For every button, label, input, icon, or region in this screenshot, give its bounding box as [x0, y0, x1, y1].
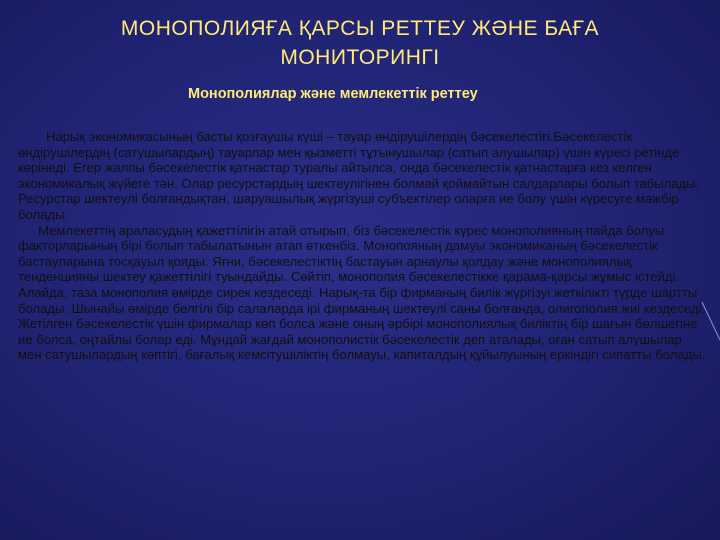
decorative-line: [700, 300, 720, 360]
slide-title: [40, 14, 680, 72]
slide-title-line1: МОНОПОЛИЯҒА ҚАРСЫ РЕТТЕУ ЖӘНЕ БАҒА: [120, 17, 600, 40]
paragraph-2-text: Мемлекеттің араласудың қажеттілігін атай отырып, біз бәсекелестік күрес монополияның пайда болуы факторларының бірі болып табылатынын атап өткенбіз. Монопояның дамуы экономиканың бәсекелестік бастауларына тосқауыл қояды. Яғни, бәсекелестіктің бастауын арнаулы қолдау және монополиялық тенденцияны шектеу қажеттілігі туындайды. Сөйтіп, монополия бәсекелестікке қарама-қарсы жұмыс істейді. Алайда, таза монополия өмірде сирек кездеседі. Нарық-та бір фирманың билік жүргізуі жеткілікті түрде шартты болады. Шынайы өмірде белгілі бір салаларда ірі фирманың шектеулі саны болғанда, олигополия жиі кездеседі. Жетілген бәсекелестік үшін фирмалар көп болса және оның әрбірі монополиялық биліктің бір шағын бөлшегіне ие болса, оңтайлы болар еді. Мұндай жағдай монополистік бәсекелестік деп аталады, оған сатып алушылар мен сатушылардың көптігі, бағалық кемсітушіліктің болмауы, капиталдың құйылуының еркіндігі сипатты болады.: [18, 222, 706, 363]
paragraph-2: [18, 223, 706, 363]
slide-subtitle: Монополиялар және мемлекеттік реттеу: [188, 86, 478, 102]
paragraph-1-text: Нарық экономикасының басты қозғаушы күші – тауар өндірушілердің бәсекелестігі.Бәсекелестік өндірушілердің (сатушылардың) тауарлар мен қызметті тұтынушылар (сатып алушылар) үшін күресі ретінде көрінеді. Егер жалпы бәсекелестік қатнастар туралы айтылса, онда бәсекелестік қатнастарға кез келген экономикалық жүйеге тән. Олар ресурстардың шектеулігінен болмай қоймайтын салдарлары болып табылады. Ресурстар шектеулі болғандықтан, шаруашылық жүргізуші субъектілер оларға ие болу үшін күресуге мәжбір болады.: [18, 129, 700, 222]
slide-body: [18, 129, 706, 363]
slide-title-line2: МОНИТОРИНГІ: [280, 46, 440, 69]
paragraph-1: [18, 129, 706, 223]
